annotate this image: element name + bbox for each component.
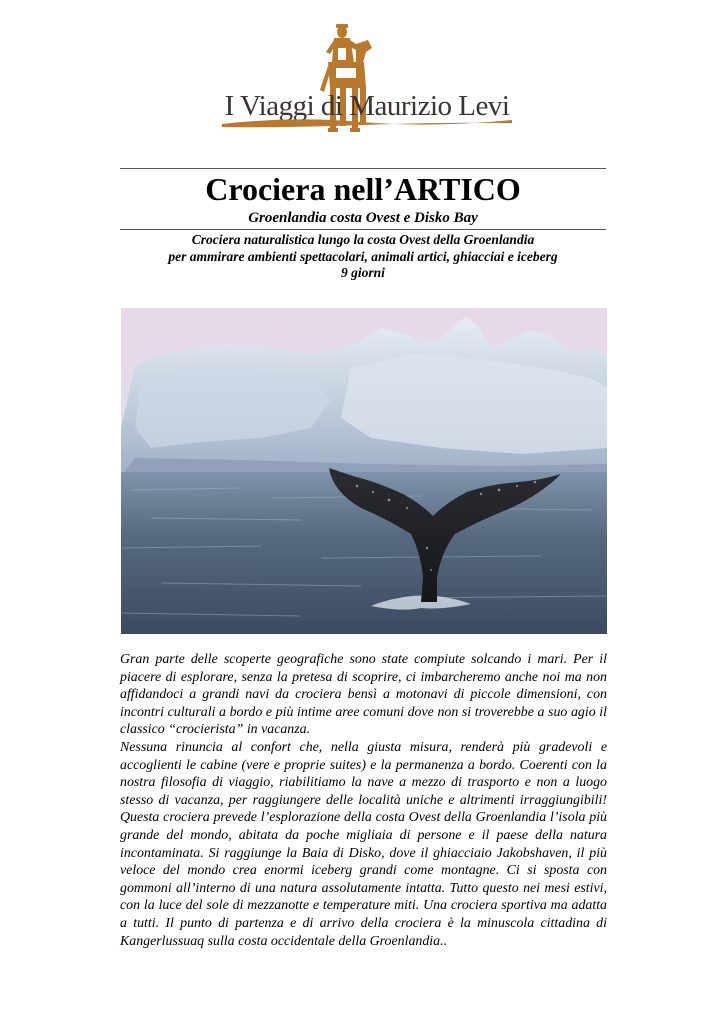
- trip-description: [120, 651, 607, 950]
- brand-logo: [212, 18, 522, 140]
- tagline-line: Crociera naturalistica lungo la costa Ovest della Groenlandia: [191, 232, 535, 247]
- whale-tail-iceberg-photo-icon: [121, 308, 607, 634]
- whale-tail-photo: [121, 308, 607, 634]
- trip-duration: 9 giorni: [341, 265, 385, 280]
- description-paragraph: Gran parte delle scoperte geografiche sono state compiute solcando i mari. Per il piacere di esplorare, senza la pretesa di scoprire, ci imbarcheremo anche noi ma non affidandoci a grandi navi da crociera bensì a motonavi di piccole dimensioni, con incontri culturali a bordo e più intime aree comuni dove non si troverebbe a suo agio il classico “crocierista” in vacanza.: [120, 652, 607, 738]
- page-subtitle: Groenlandia costa Ovest e Disko Bay: [248, 210, 478, 226]
- header-divider-bottom: [120, 229, 606, 230]
- description-paragraph: Nessuna rinuncia al confort che, nella giusta misura, renderà più gradevoli e accoglienti le cabine (vere e proprie suites) e la permanenza a bordo. Coerenti con la nostra filosofia di viaggio, riabilitiamo la nave a mezzo di trasporto e non a luogo stesso di vacanza, per raggiungere delle località uniche e altrimenti irraggiungibili! Questa crociera prevede l’esplorazione della costa Ovest della Groenlandia l’isola più grande del mondo, abitata da poche migliaia di persone e il paese della natura incontaminata. Si raggiunge la Baia di Disko, dove il ghiacciaio Jakobshaven, il più veloce del mondo crea enormi iceberg grandi come montagne. Ci si sposta con gommoni all’interno di una natura assolutamente intatta. Tutto questo nei mesi estivi, con la luce del sole di mezzanotte e temperature miti. Una crociera sportiva ma adatta a tutti. Il punto di partenza e di arrivo della crociera è la minuscola cittadina di Kangerlussuaq sulla costa occidentale della Groenlandia..: [120, 739, 607, 949]
- tagline-line: per ammirare ambienti spettacolari, animali artici, ghiacciai e iceberg: [168, 248, 558, 264]
- logo-wordmark: I Viaggi di Maurizio Levi: [224, 90, 510, 122]
- logo-swoosh-icon: [212, 114, 522, 130]
- page-title: Crociera nell’ARTICO: [205, 171, 521, 207]
- trip-tagline: [120, 232, 606, 282]
- header-divider-top: [120, 168, 606, 169]
